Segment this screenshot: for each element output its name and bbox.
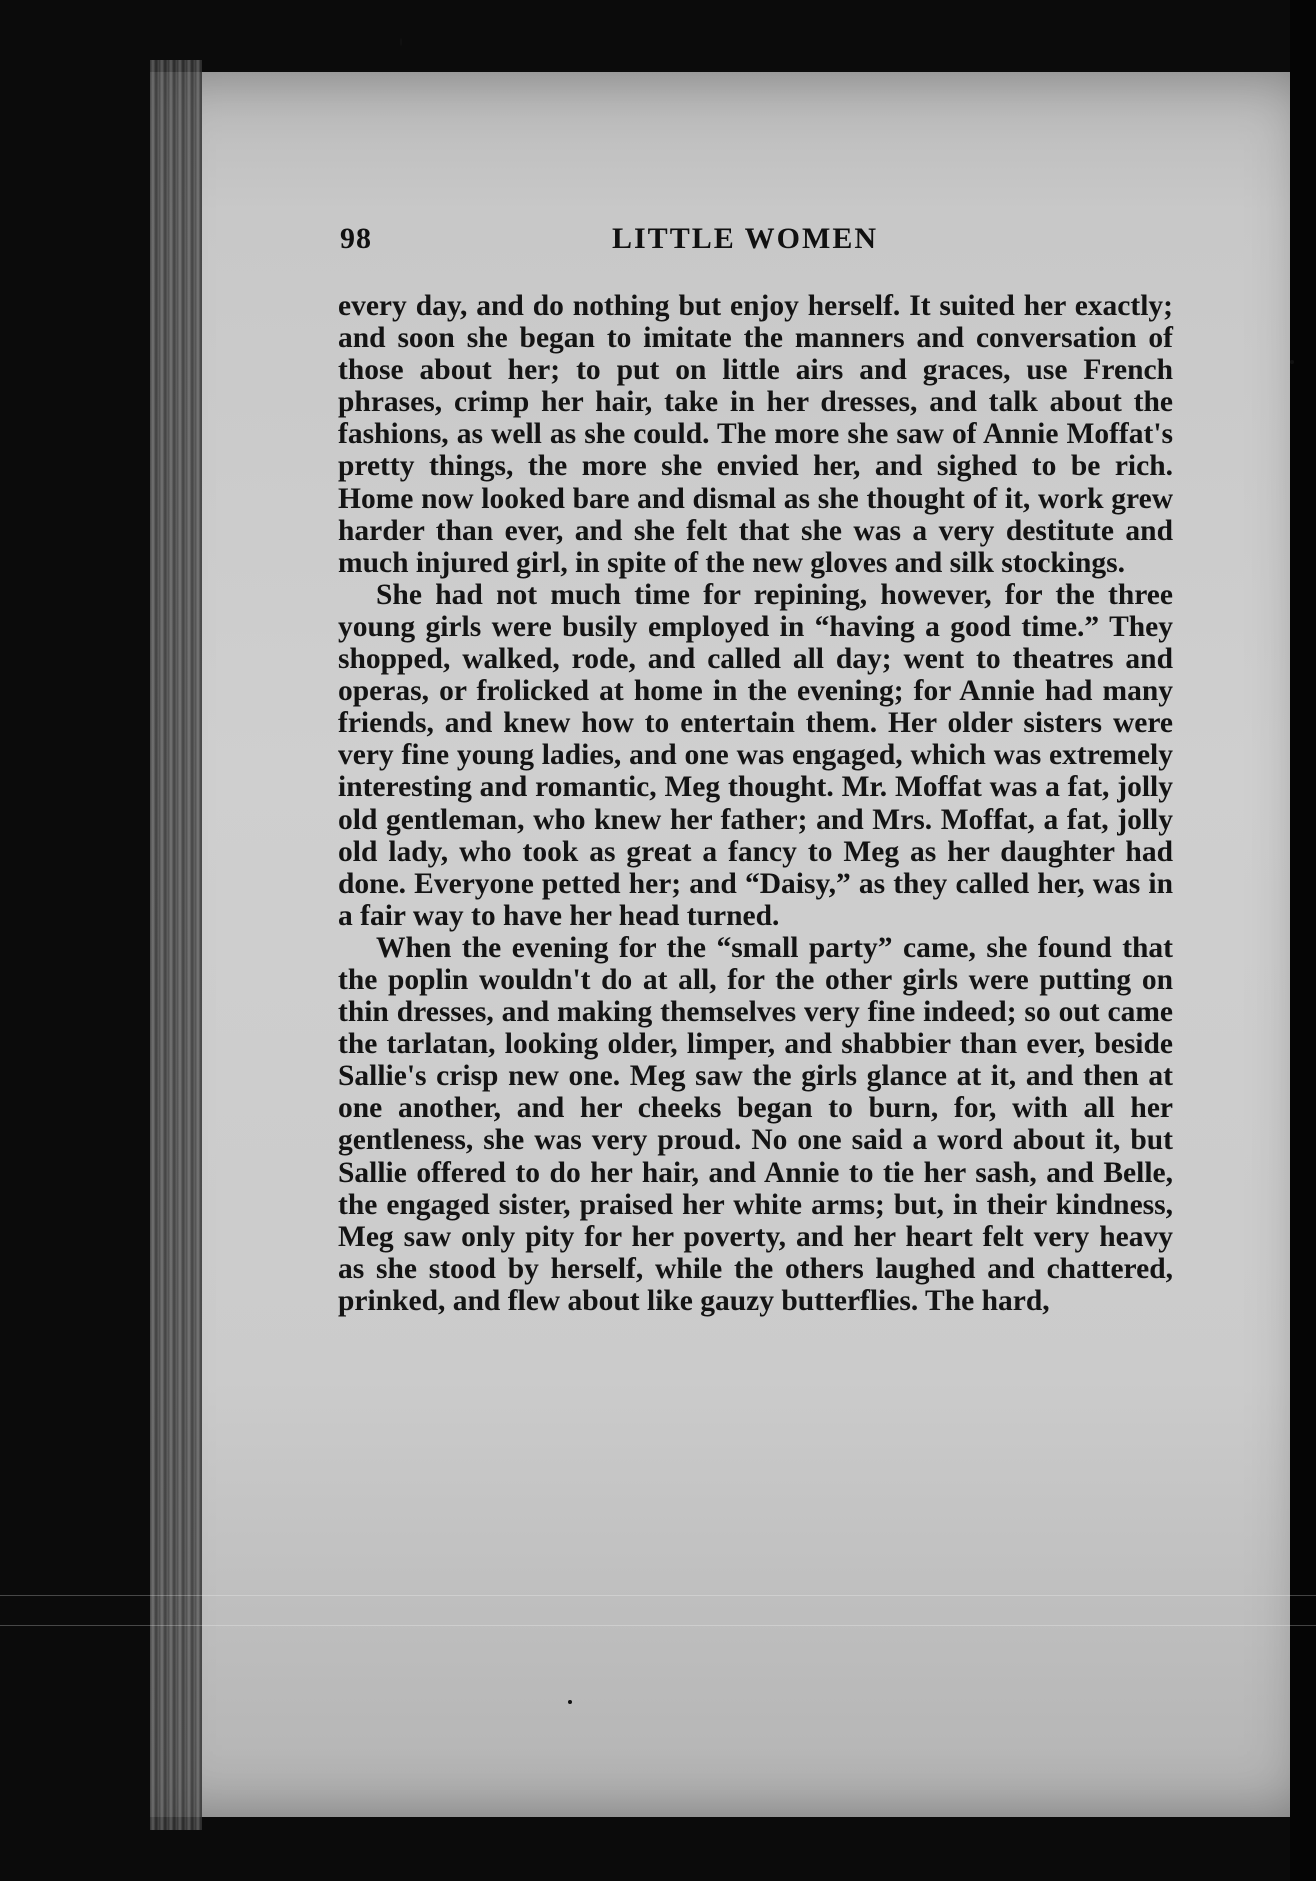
running-head: LITTLE WOMEN [612, 222, 879, 255]
scan-border [1290, 0, 1316, 1881]
scan-line [0, 1625, 1316, 1626]
dust-speck [400, 38, 402, 46]
paragraph-2: She had not much time for repining, however, for the three young girls were busily employed in “having a good time.” They shopped, walked, rode, and called all day; went to theatres and operas, or frolicked at home in the evening; for Annie had many friends, and knew how to entertain them. Her older sisters were very fine young ladies, and one was engaged, which was extremely interesting and romantic, Meg thought. Mr. Moffat was a fat, jolly old gentleman, who knew her father; and Mrs. Moffat, a fat, jolly old lady, who took as great a fancy to Meg as her daughter had done. Everyone petted her; and “Daisy,” as they called her, was in a fair way to have her head turned. [338, 578, 1173, 932]
paragraph-3: When the evening for the “small party” came, she found that the poplin wouldn't do at all, for the other girls were putting on thin dresses, and making themselves very fine indeed; so out came the tarlatan, looking older, limper, and shabbier than ever, beside Sallie's crisp new one. Meg saw the girls glance at it, and then at one another, and her cheeks began to burn, for, with all her gentleness, she was very proud. No one said a word about it, but Sallie offered to do her hair, and Annie to tie her sash, and Belle, the engaged sister, praised her white arms; but, in their kindness, Meg saw only pity for her poverty, and her heart felt very heavy as she stood by herself, while the others laughed and chattered, prinked, and flew about like gauzy butterflies. The hard, [338, 931, 1173, 1317]
page-number: 98 [340, 222, 372, 255]
page-stack-edge [150, 60, 202, 1830]
page-header [340, 222, 1170, 272]
dust-speck [1290, 360, 1294, 364]
dust-speck [568, 1700, 572, 1704]
scan-line [0, 1595, 1316, 1596]
body-text [338, 290, 1173, 1317]
paragraph-1: every day, and do nothing but enjoy herself. It suited her exactly; and soon she began to imitate the manners and conversation of those about her; to put on little airs and graces, use French phrases, crimp her hair, take in her dresses, and talk about the fashions, as well as she could. The more she saw of Annie Moffat's pretty things, the more she envied her, and sighed to be rich. Home now looked bare and dismal as she thought of it, work grew harder than ever, and she felt that she was a very destitute and much injured girl, in spite of the new gloves and silk stockings. [338, 290, 1173, 579]
